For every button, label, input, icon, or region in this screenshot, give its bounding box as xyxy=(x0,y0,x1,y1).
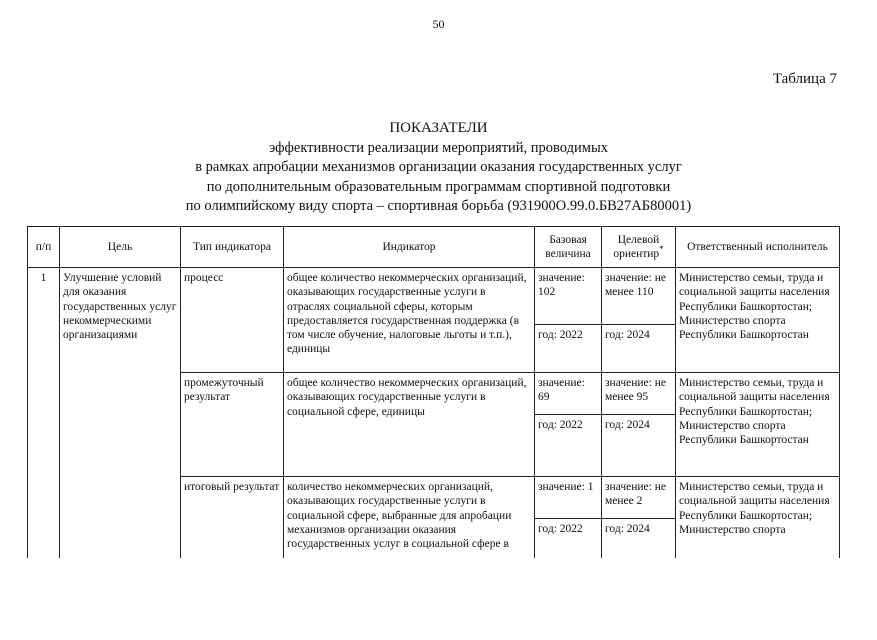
cell-responsible: Министерство семьи, труда и социальной защиты населения Республики Башкортостан; Министерство спорта Республики Башкортостан xyxy=(676,373,840,477)
cell-base-value: значение: 69 xyxy=(535,373,602,415)
header-target-label: Целевой ориентир xyxy=(613,233,660,260)
cell-type: промежуточный результат xyxy=(181,373,284,477)
cell-responsible: Министерство семьи, труда и социальной защиты населения Республики Башкортостан; Министерство спорта xyxy=(676,477,840,559)
cell-target-year: год: 2024 xyxy=(602,415,676,477)
header-goal: Цель xyxy=(60,227,181,268)
cell-num: 1 xyxy=(28,268,60,559)
header-indicator: Индикатор xyxy=(284,227,535,268)
table-label: Таблица 7 xyxy=(772,71,837,87)
header-target-mark: * xyxy=(659,244,664,255)
page-bottom-margin xyxy=(0,558,877,640)
cell-responsible: Министерство семьи, труда и социальной защиты населения Республики Башкортостан; Министерство спорта Республики Башкортостан xyxy=(676,268,840,373)
header-num: п/п xyxy=(28,227,60,268)
cell-target-value: значение: не менее 2 xyxy=(602,477,676,519)
cell-goal: Улучшение условий для оказания государственных услуг некоммерческими организациями xyxy=(60,268,181,559)
cell-indicator: количество некоммерческих организаций, оказывающих государственные услуги в социальной сфере, выбранные для апробации механизмов организации оказания государственных услуг в социальной сфере в xyxy=(284,477,535,559)
cell-type: процесс xyxy=(181,268,284,373)
page-number: 50 xyxy=(432,17,445,31)
document-title xyxy=(0,119,877,217)
cell-type: итоговый результат xyxy=(181,477,284,559)
title-line: по олимпийскому виду спорта – спортивная борьба (931900О.99.0.БВ27АБ80001) xyxy=(185,198,692,214)
title-heading: ПОКАЗАТЕЛИ xyxy=(389,120,488,136)
cell-indicator: общее количество некоммерческих организаций, оказывающих государственные услуги в социальной сфере, единицы xyxy=(284,373,535,477)
header-responsible: Ответственный исполнитель xyxy=(676,227,840,268)
cell-target-value: значение: не менее 110 xyxy=(602,268,676,325)
cell-base-year: год: 2022 xyxy=(535,519,602,559)
cell-base-year: год: 2022 xyxy=(535,415,602,477)
header-base: Базовая величина xyxy=(535,227,602,268)
header-type: Тип индикатора xyxy=(181,227,284,268)
cell-base-value: значение: 102 xyxy=(535,268,602,325)
cell-target-year: год: 2024 xyxy=(602,519,676,559)
header-target xyxy=(602,227,676,268)
table-header-row xyxy=(28,227,840,268)
table-row xyxy=(28,268,840,325)
cell-target-year: год: 2024 xyxy=(602,325,676,373)
cell-indicator: общее количество некоммерческих организаций, оказывающих государственные услуги в отраслях социальной сферы, которым предоставляется государственная поддержка (в том числе обучение, налоговые льготы и т.п.), единицы xyxy=(284,268,535,373)
title-line: эффективности реализации мероприятий, проводимых xyxy=(269,139,608,156)
title-line: в рамках апробации механизмов организации оказания государственных услуг xyxy=(195,159,682,175)
cell-target-value: значение: не менее 95 xyxy=(602,373,676,415)
cell-base-year: год: 2022 xyxy=(535,325,602,373)
title-line: по дополнительным образовательным программам спортивной подготовки xyxy=(206,178,671,195)
cell-base-value: значение: 1 xyxy=(535,477,602,519)
indicators-table xyxy=(27,226,840,559)
